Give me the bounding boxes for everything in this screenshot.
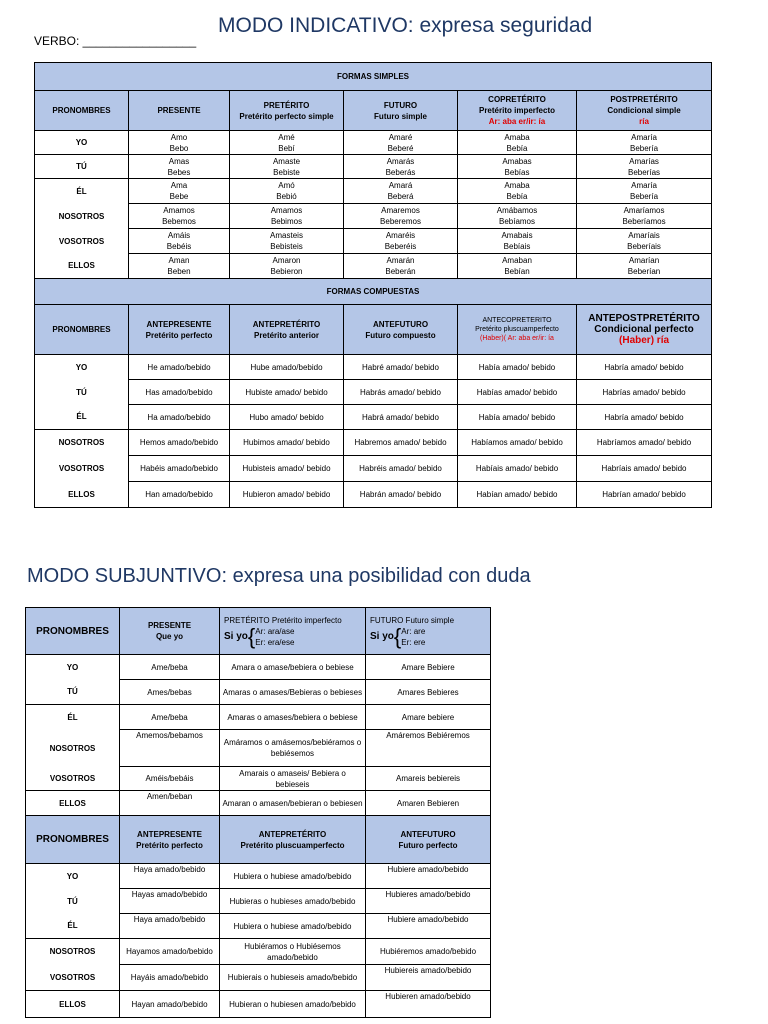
conjugation-cell: Han amado/bebido: [129, 482, 230, 508]
conjugation-cell: Amareis bebiereis: [366, 767, 491, 791]
conjugation-cell: Amaras o amases/bebiera o bebiese: [220, 705, 366, 730]
conjugation-cell: Habremos amado/ bebido: [344, 430, 458, 456]
header-antepreterito-sub: Pretérito pluscuamperfecto: [240, 840, 345, 850]
header-presente-sub: Que yo: [155, 632, 184, 641]
pronoun-cell: ELLOS: [35, 254, 129, 279]
conjugation-cell: Hubieras o hubieses amado/bebido: [220, 889, 366, 914]
conjugation-cell: Ame/beba: [120, 655, 220, 680]
conjugation-cell: Hayamos amado/bebido: [120, 939, 220, 965]
pronoun-cell: TÚ: [26, 889, 120, 914]
conjugation-cell: Hubieres amado/bebido: [366, 889, 491, 914]
conjugation-cell: Amaremos Beberemos: [344, 204, 458, 229]
pronoun-cell: VOSOTROS: [26, 965, 120, 991]
conjugation-cell: Amaras o amases/Bebieras o bebieses: [220, 680, 366, 705]
conjugation-cell: Amáis Bebéis: [129, 229, 230, 254]
conjugation-cell: Amarán Beberán: [344, 254, 458, 279]
conjugation-cell: Amáramos o amásemos/bebiéramos o bebiésemos: [220, 730, 366, 767]
conjugation-cell: Habría amado/ bebido: [577, 405, 712, 430]
conjugation-cell: Hayan amado/bebido: [120, 991, 220, 1018]
pronoun-cell: YO: [26, 655, 120, 680]
page-title: MODO INDICATIVO: expresa seguridad: [218, 14, 593, 37]
conjugation-cell: Ama Bebe: [129, 179, 230, 204]
table-row: [26, 655, 491, 680]
header-preterito-ar: Ar: ara/ase: [255, 626, 295, 636]
header-futuro-label: FUTURO Futuro simple: [370, 615, 455, 625]
table-row: [35, 355, 712, 380]
pronoun-cell: TÚ: [35, 155, 129, 179]
conjugation-cell: Amaba Bebía: [458, 131, 577, 155]
table-row: [35, 229, 712, 254]
header-postpreterito-label: POSTPRETÉRITO: [610, 95, 678, 104]
conjugation-cell: Amaren Bebieren: [366, 791, 491, 816]
conjugation-cell: Habrá amado/ bebido: [344, 405, 458, 430]
header-antecopreterito-label: ANTECOPRETERITO: [482, 317, 552, 324]
conjugation-cell: Hubiere amado/bebido: [366, 864, 491, 889]
pronoun-cell: ÉL: [35, 179, 129, 204]
pronoun-cell: ELLOS: [26, 791, 120, 816]
conjugation-cell: Hubiste amado/ bebido: [230, 380, 344, 405]
conjugation-cell: Habéis amado/bebido: [129, 456, 230, 482]
conjugation-cell: Has amado/bebido: [129, 380, 230, 405]
conjugation-cell: Haya amado/bebido: [120, 914, 220, 939]
conjugation-cell: Amare bebiere: [366, 705, 491, 730]
conjugation-cell: Amasteis Bebisteis: [230, 229, 344, 254]
header-preterito-siyo: Si yo: [224, 631, 248, 642]
conjugation-cell: Hubiéremos amado/bebido: [366, 939, 491, 965]
header-antefuturo: [366, 816, 491, 864]
table-row: [35, 254, 712, 279]
header-copreterito-sub: Pretérito imperfecto: [478, 106, 556, 115]
conjugation-cell: Amamos Bebemos: [129, 204, 230, 229]
conjugation-cell: Amarás Beberás: [344, 155, 458, 179]
conjugation-cell: Habrías amado/ bebido: [577, 380, 712, 405]
conjugation-cell: Habían amado/ bebido: [458, 482, 577, 508]
header-antepostpreterito: [577, 305, 712, 355]
conjugation-cell: Hubieran o hubiesen amado/bebido: [220, 991, 366, 1018]
conjugation-cell: Habíamos amado/ bebido: [458, 430, 577, 456]
conjugation-cell: Hubieron amado/ bebido: [230, 482, 344, 508]
table-row: [35, 405, 712, 430]
formas-simples-banner: FORMAS SIMPLES: [35, 63, 712, 91]
pronoun-cell: VOSOTROS: [26, 767, 120, 791]
pronoun-cell: TÚ: [26, 680, 120, 705]
conjugation-cell: Hubieren amado/bebido: [366, 991, 491, 1018]
header-antefuturo: [344, 305, 458, 355]
conjugation-cell: Habrán amado/ bebido: [344, 482, 458, 508]
header-copreterito: [458, 91, 577, 131]
header-antepreterito: [230, 305, 344, 355]
conjugation-cell: Amaríamos Beberíamos: [577, 204, 712, 229]
conjugation-cell: Habríamos amado/ bebido: [577, 430, 712, 456]
conjugation-cell: Amaréis Beberéis: [344, 229, 458, 254]
header-antepresente: [120, 816, 220, 864]
header-futuro-ar: Ar: are: [401, 626, 426, 636]
conjugation-cell: Amó Bebió: [230, 179, 344, 204]
conjugation-cell: Amarían Beberían: [577, 254, 712, 279]
conjugation-cell: Hubimos amado/ bebido: [230, 430, 344, 456]
header-antepostpreterito-sub: Condicional perfecto: [594, 324, 694, 335]
conjugation-cell: Amaste Bebiste: [230, 155, 344, 179]
conjugation-cell: Améis/bebáis: [120, 767, 220, 791]
table-row: [26, 914, 491, 939]
conjugation-cell: He amado/bebido: [129, 355, 230, 380]
conjugation-cell: Había amado/ bebido: [458, 355, 577, 380]
conjugation-cell: Hayáis amado/bebido: [120, 965, 220, 991]
header-antepresente-sub: Pretérito perfecto: [136, 840, 203, 850]
conjugation-cell: Hubiera o hubiese amado/bebido: [220, 864, 366, 889]
header-antepresente-label: ANTEPRESENTE: [146, 319, 212, 329]
header-postpreterito-sub: Condicional simple: [607, 106, 681, 115]
table-row: [26, 791, 491, 816]
header-antepresente-sub: Pretérito perfecto: [145, 330, 213, 340]
header-futuro-label: FUTURO: [383, 100, 418, 110]
conjugation-cell: Hubiere amado/bebido: [366, 914, 491, 939]
conjugation-cell: Amaré Beberé: [344, 131, 458, 155]
header-preterito: [230, 91, 344, 131]
header-antepreterito-label: ANTEPRETÉRITO: [258, 829, 327, 839]
header-copreterito-rule: Ar: aba er/ir: ía: [488, 117, 546, 126]
pronoun-cell: VOSOTROS: [35, 229, 129, 254]
table-row: [35, 380, 712, 405]
header-antepresente: [129, 305, 230, 355]
conjugation-cell: Amabais Bebíais: [458, 229, 577, 254]
table-row: [35, 430, 712, 456]
header-antepreterito-label: ANTEPRETÉRITO: [252, 319, 321, 329]
header-antepostpreterito-label: ANTEPOSTPRETÉRITO: [588, 313, 700, 324]
conjugation-cell: Haya amado/bebido: [120, 864, 220, 889]
pronoun-cell: NOSOTROS: [26, 730, 120, 767]
conjugation-cell: Habías amado/ bebido: [458, 380, 577, 405]
table-row: [26, 889, 491, 914]
conjugation-cell: Amábamos Bebíamos: [458, 204, 577, 229]
pronoun-cell: YO: [35, 355, 129, 380]
pronoun-cell: ELLOS: [35, 482, 129, 508]
header-preterito-er: Er: era/ese: [255, 637, 295, 647]
table-row: [26, 864, 491, 889]
conjugation-cell: Amaría Bebería: [577, 131, 712, 155]
pronoun-cell: YO: [26, 864, 120, 889]
header-futuro-er: Er: ere: [401, 637, 426, 647]
conjugation-cell: Amaría Bebería: [577, 179, 712, 204]
header-postpreterito-rule: ría: [639, 117, 649, 126]
header-antecopreterito-rule: (Haber)( Ar: aba er/ir: ía: [480, 335, 554, 342]
header-antepreterito: [220, 816, 366, 864]
table-row: [35, 456, 712, 482]
header-antepreterito-sub: Pretérito anterior: [254, 330, 319, 340]
conjugation-cell: Amé Bebí: [230, 131, 344, 155]
header-futuro: [366, 608, 491, 655]
header-futuro-sub: Futuro simple: [374, 111, 427, 121]
pronoun-cell: ÉL: [35, 405, 129, 430]
subjuntivo-table: [25, 607, 491, 1018]
table-row: [35, 482, 712, 508]
header-copreterito-label: COPRETÉRITO: [488, 95, 546, 104]
conjugation-cell: Amares Bebieres: [366, 680, 491, 705]
pronoun-cell: ÉL: [26, 705, 120, 730]
conjugation-cell: Habríais amado/ bebido: [577, 456, 712, 482]
header-antepostpreterito-rule: (Haber) ría: [619, 335, 670, 346]
header-pronombres: PRONOMBRES: [35, 305, 129, 355]
table-row: [26, 991, 491, 1018]
conjugation-cell: Amaríais Beberíais: [577, 229, 712, 254]
conjugation-cell: Amarais o amaseis/ Bebiera o bebieseis: [220, 767, 366, 791]
conjugation-cell: Habréis amado/ bebido: [344, 456, 458, 482]
conjugation-cell: Hubiera o hubiese amado/bebido: [220, 914, 366, 939]
pronoun-cell: VOSOTROS: [35, 456, 129, 482]
verb-label: VERBO: _________________: [34, 34, 197, 48]
table-row: [26, 767, 491, 791]
header-preterito-sub: Pretérito perfecto simple: [239, 111, 334, 121]
pronoun-cell: ÉL: [26, 914, 120, 939]
conjugation-cell: Hubiéramos o Hubiésemos amado/bebido: [220, 939, 366, 965]
pronoun-cell: YO: [35, 131, 129, 155]
table-row: [26, 705, 491, 730]
table-row: [26, 680, 491, 705]
conjugation-cell: Aman Beben: [129, 254, 230, 279]
header-antefuturo-label: ANTEFUTURO: [372, 319, 429, 329]
header-antepresente-label: ANTEPRESENTE: [137, 829, 202, 839]
header-preterito-label: PRETÉRITO: [263, 100, 310, 110]
conjugation-cell: Amáremos Bebiéremos: [366, 730, 491, 767]
pronoun-cell: NOSOTROS: [35, 430, 129, 456]
header-preterito-label: PRETÉRITO Pretérito imperfecto: [224, 615, 342, 625]
table-row: [26, 939, 491, 965]
header-pronombres: PRONOMBRES: [35, 91, 129, 131]
brace-icon: {: [393, 623, 402, 649]
pronoun-cell: ELLOS: [26, 991, 120, 1018]
header-antecopreterito: [458, 305, 577, 355]
pronoun-cell: TÚ: [35, 380, 129, 405]
table-row: [35, 204, 712, 229]
conjugation-cell: Amen/beban: [120, 791, 220, 816]
conjugation-cell: Ame/beba: [120, 705, 220, 730]
conjugation-cell: Habría amado/ bebido: [577, 355, 712, 380]
conjugation-cell: Habrían amado/ bebido: [577, 482, 712, 508]
table-row: [26, 965, 491, 991]
conjugation-cell: Hayas amado/bebido: [120, 889, 220, 914]
conjugation-cell: Amaban Bebían: [458, 254, 577, 279]
formas-compuestas-banner: FORMAS COMPUESTAS: [35, 279, 712, 305]
table-row: [35, 155, 712, 179]
conjugation-cell: Amare Bebiere: [366, 655, 491, 680]
brace-icon: {: [247, 623, 256, 649]
header-presente: [120, 608, 220, 655]
conjugation-cell: Amaba Bebía: [458, 179, 577, 204]
conjugation-cell: Amemos/bebamos: [120, 730, 220, 767]
subjuntivo-title: MODO SUBJUNTIVO: expresa una posibilidad con duda: [27, 565, 531, 587]
conjugation-cell: Amas Bebes: [129, 155, 230, 179]
header-presente: PRESENTE: [129, 91, 230, 131]
header-antecopreterito-sub: Pretérito pluscuamperfecto: [475, 326, 559, 333]
header-antefuturo-label: ANTEFUTURO: [400, 829, 456, 839]
conjugation-cell: Había amado/ bebido: [458, 405, 577, 430]
conjugation-cell: Habrás amado/ bebido: [344, 380, 458, 405]
conjugation-cell: Amo Bebo: [129, 131, 230, 155]
conjugation-cell: Amarías Beberías: [577, 155, 712, 179]
header-pronombres: PRONOMBRES: [26, 608, 120, 655]
conjugation-cell: Hubierais o hubieseis amado/bebido: [220, 965, 366, 991]
conjugation-cell: Amabas Bebías: [458, 155, 577, 179]
conjugation-cell: Hube amado/bebido: [230, 355, 344, 380]
conjugation-cell: Hubo amado/ bebido: [230, 405, 344, 430]
conjugation-cell: Hemos amado/bebido: [129, 430, 230, 456]
pronoun-cell: NOSOTROS: [35, 204, 129, 229]
conjugation-cell: Ames/bebas: [120, 680, 220, 705]
conjugation-cell: Amará Beberá: [344, 179, 458, 204]
header-postpreterito: [577, 91, 712, 131]
header-preterito: [220, 608, 366, 655]
conjugation-cell: Amamos Bebimos: [230, 204, 344, 229]
conjugation-cell: Hubiereis amado/bebido: [366, 965, 491, 991]
table-row: [35, 179, 712, 204]
indicativo-table: [34, 62, 712, 508]
conjugation-cell: Ha amado/bebido: [129, 405, 230, 430]
header-antefuturo-sub: Futuro compuesto: [365, 330, 436, 340]
conjugation-cell: Habré amado/ bebido: [344, 355, 458, 380]
header-futuro-siyo: Si yo: [370, 631, 394, 642]
header-antefuturo-sub: Futuro perfecto: [398, 840, 458, 850]
conjugation-cell: Amara o amase/bebiera o bebiese: [220, 655, 366, 680]
conjugation-cell: Habíais amado/ bebido: [458, 456, 577, 482]
conjugation-cell: Hubisteis amado/ bebido: [230, 456, 344, 482]
pronoun-cell: NOSOTROS: [26, 939, 120, 965]
header-presente-label: PRESENTE: [147, 621, 192, 630]
conjugation-cell: Amaron Bebieron: [230, 254, 344, 279]
table-row: [35, 131, 712, 155]
header-futuro: [344, 91, 458, 131]
table-row: [26, 730, 491, 767]
conjugation-cell: Amaran o amasen/bebieran o bebiesen: [220, 791, 366, 816]
header-pronombres: PRONOMBRES: [26, 816, 120, 864]
